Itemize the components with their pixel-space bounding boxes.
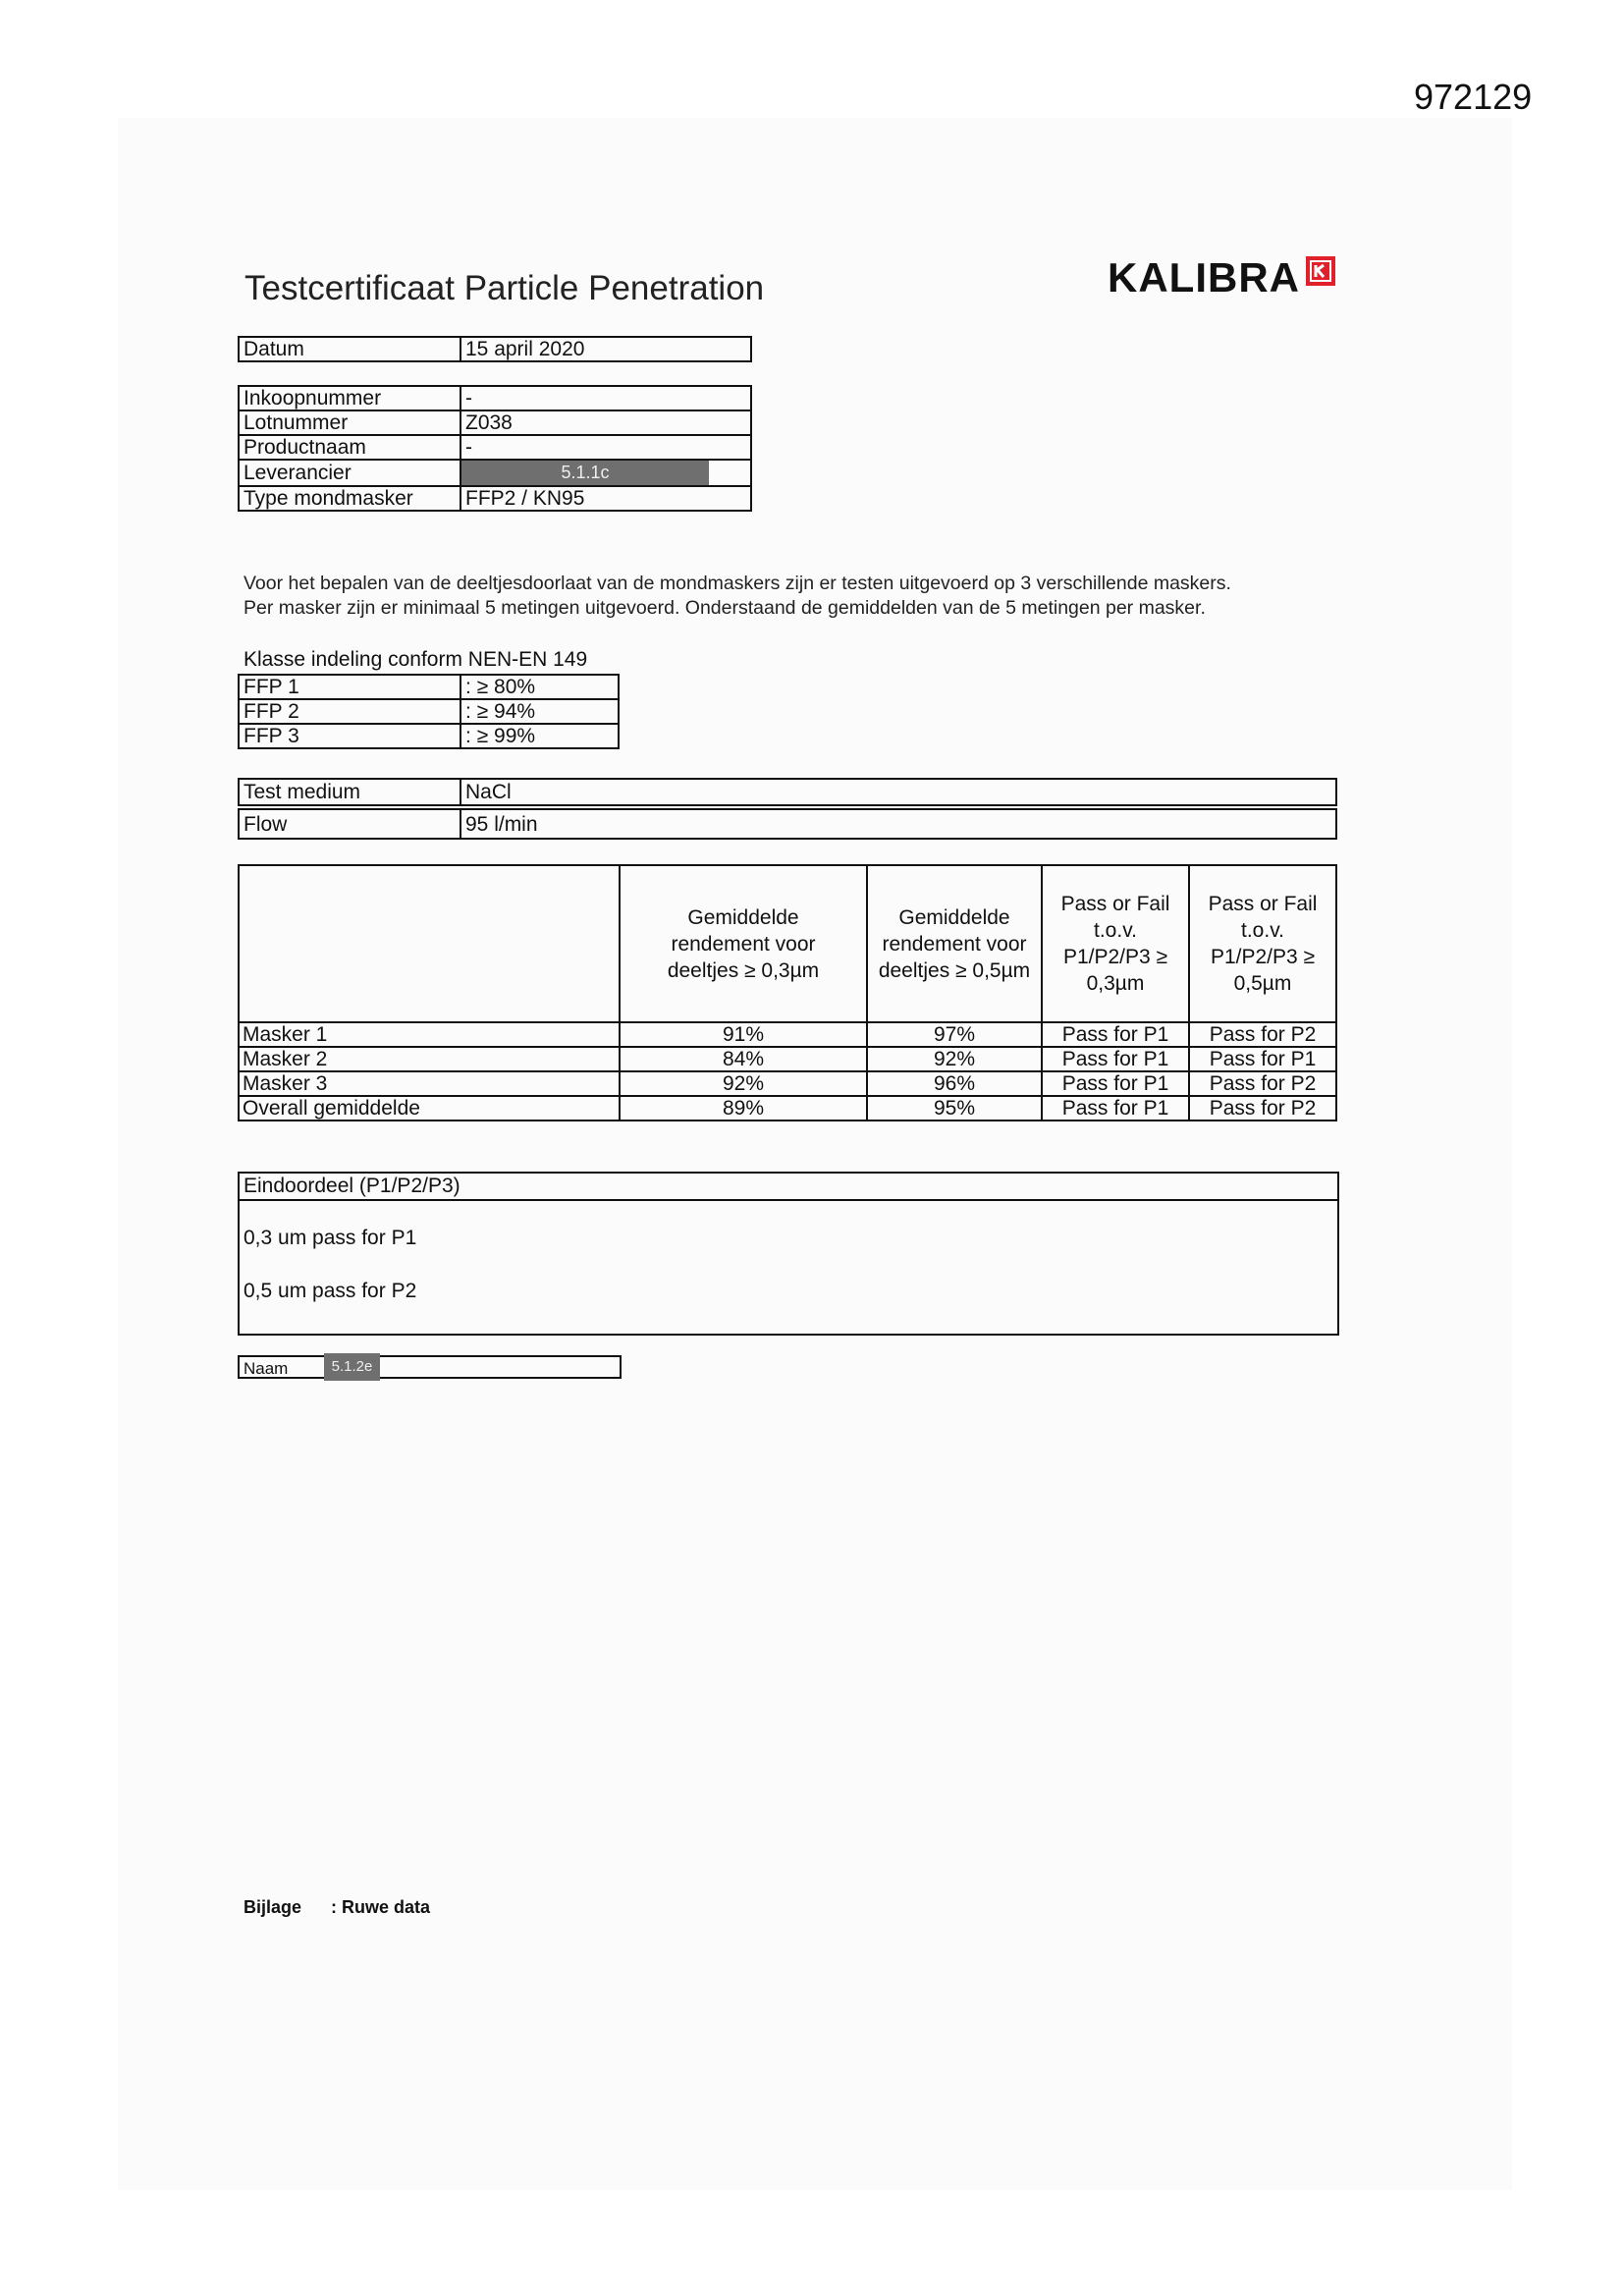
- results-row-overall: [239, 1096, 1336, 1121]
- klasse-table: [238, 674, 620, 749]
- rendement-03-value: 89%: [620, 1096, 867, 1121]
- page-title: Testcertificaat Particle Penetration: [244, 269, 765, 307]
- passfail-05-value: Pass for P2: [1189, 1096, 1336, 1121]
- product-row: [239, 386, 751, 410]
- bijlage-label: Bijlage: [244, 1897, 302, 1917]
- inkoopnummer-label: Inkoopnummer: [239, 386, 460, 410]
- product-info-table: [238, 385, 752, 512]
- leverancier-value-cell: [460, 460, 751, 486]
- results-header-row: [239, 865, 1336, 1022]
- inkoopnummer-value: -: [460, 386, 751, 410]
- naam-label: Naam: [244, 1359, 289, 1378]
- intro-paragraph: [244, 572, 1231, 621]
- klasse-row: [239, 675, 619, 699]
- rendement-03-value: 84%: [620, 1047, 867, 1071]
- logo-k-icon: [1306, 256, 1335, 286]
- leverancier-label: Leverancier: [239, 460, 460, 486]
- passfail-05-value: Pass for P1: [1189, 1047, 1336, 1071]
- type-mondmasker-label: Type mondmasker: [239, 486, 460, 511]
- rendement-03-value: 92%: [620, 1071, 867, 1096]
- datum-table: [238, 336, 752, 362]
- flow-row: [239, 809, 1336, 839]
- klasse-title: Klasse indeling conform NEN-EN 149: [244, 648, 588, 671]
- lotnummer-label: Lotnummer: [239, 410, 460, 435]
- results-table: [238, 864, 1337, 1121]
- product-row: [239, 460, 751, 486]
- results-header-rendement-03: Gemiddelde rendement voor deeltjes ≥ 0,3µm: [620, 865, 867, 1022]
- results-header-rendement-05: Gemiddelde rendement voor deeltjes ≥ 0,5µm: [867, 865, 1042, 1022]
- rendement-05-value: 97%: [867, 1022, 1042, 1047]
- ffp2-value: : ≥ 94%: [460, 699, 619, 724]
- ffp1-value: : ≥ 80%: [460, 675, 619, 699]
- flow-label: Flow: [239, 809, 460, 839]
- intro-line-2: Per masker zijn er minimaal 5 metingen uitgevoerd. Onderstaand de gemiddelden van de 5 metingen per masker.: [244, 597, 1206, 619]
- bijlage-line: [244, 1897, 430, 1918]
- test-medium-value: NaCl: [460, 779, 1336, 805]
- flow-table: [238, 808, 1337, 840]
- passfail-03-value: Pass for P1: [1042, 1022, 1189, 1047]
- passfail-03-value: Pass for P1: [1042, 1096, 1189, 1121]
- masker-name: Overall gemiddelde: [239, 1096, 620, 1121]
- eindoordeel-box: [238, 1172, 1339, 1336]
- ffp3-value: : ≥ 99%: [460, 724, 619, 748]
- naam-redaction: 5.1.2e: [324, 1353, 380, 1381]
- eindoordeel-line-2: 0,5 um pass for P2: [244, 1280, 417, 1302]
- productnaam-label: Productnaam: [239, 435, 460, 460]
- results-row: [239, 1022, 1336, 1047]
- product-row: [239, 486, 751, 511]
- product-row: [239, 435, 751, 460]
- klasse-row: [239, 699, 619, 724]
- passfail-03-value: Pass for P1: [1042, 1047, 1189, 1071]
- bijlage-value: : Ruwe data: [331, 1897, 431, 1917]
- intro-line-1: Voor het bepalen van de deeltjesdoorlaat van de mondmaskers zijn er testen uitgevoerd op 3 verschillende maskers.: [244, 573, 1231, 594]
- results-header-passfail-05: Pass or Fail t.o.v. P1/P2/P3 ≥ 0,5µm: [1189, 865, 1336, 1022]
- productnaam-value: -: [460, 435, 751, 460]
- datum-value: 15 april 2020: [460, 337, 751, 361]
- type-mondmasker-value: FFP2 / KN95: [460, 486, 751, 511]
- rendement-05-value: 95%: [867, 1096, 1042, 1121]
- leverancier-redaction: 5.1.1c: [461, 461, 709, 485]
- datum-label: Datum: [239, 337, 460, 361]
- document-number: 972129: [1414, 77, 1533, 117]
- product-row: [239, 410, 751, 435]
- naam-field: [238, 1355, 622, 1379]
- ffp1-label: FFP 1: [239, 675, 460, 699]
- klasse-row: [239, 724, 619, 748]
- lotnummer-value: Z038: [460, 410, 751, 435]
- masker-name: Masker 1: [239, 1022, 620, 1047]
- test-medium-row: [239, 779, 1336, 805]
- masker-name: Masker 3: [239, 1071, 620, 1096]
- results-row: [239, 1047, 1336, 1071]
- eindoordeel-label: Eindoordeel (P1/P2/P3): [240, 1174, 1337, 1201]
- test-medium-table: [238, 778, 1337, 806]
- passfail-03-value: Pass for P1: [1042, 1071, 1189, 1096]
- flow-value: 95 l/min: [460, 809, 1336, 839]
- masker-name: Masker 2: [239, 1047, 620, 1071]
- ffp2-label: FFP 2: [239, 699, 460, 724]
- results-header-passfail-03: Pass or Fail t.o.v. P1/P2/P3 ≥ 0,3µm: [1042, 865, 1189, 1022]
- passfail-05-value: Pass for P2: [1189, 1022, 1336, 1047]
- logo-text: KALIBRA: [1108, 254, 1300, 301]
- passfail-05-value: Pass for P2: [1189, 1071, 1336, 1096]
- results-row: [239, 1071, 1336, 1096]
- eindoordeel-line-1: 0,3 um pass for P1: [244, 1227, 417, 1249]
- ffp3-label: FFP 3: [239, 724, 460, 748]
- kalibra-logo: [1108, 253, 1335, 302]
- datum-row: [239, 337, 751, 361]
- rendement-05-value: 92%: [867, 1047, 1042, 1071]
- results-header-empty: [239, 865, 620, 1022]
- rendement-03-value: 91%: [620, 1022, 867, 1047]
- test-medium-label: Test medium: [239, 779, 460, 805]
- rendement-05-value: 96%: [867, 1071, 1042, 1096]
